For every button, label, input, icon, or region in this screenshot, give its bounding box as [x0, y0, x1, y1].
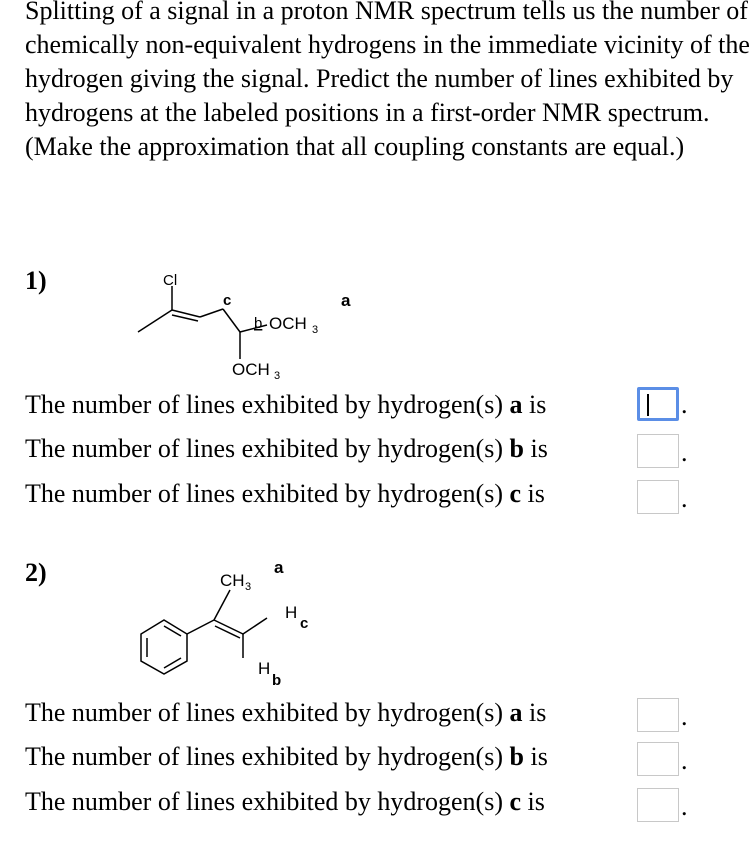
label-hc-sub: c	[300, 615, 309, 632]
label-och3-top: OCH	[269, 314, 307, 333]
label-ch3: CH	[220, 571, 245, 590]
p1-period-c: .	[681, 484, 688, 513]
bond-chain-2	[223, 309, 240, 332]
structure-1	[130, 262, 360, 387]
label-c: c	[223, 292, 232, 309]
label-hb: H	[258, 659, 271, 678]
p1-question-b: The number of lines exhibited by hydrogen(s) b is	[25, 434, 548, 463]
bond-ring-c1	[187, 620, 214, 634]
label-hc: H	[285, 603, 298, 622]
bond-methyl-left	[138, 310, 172, 332]
bond-c1-ch3	[214, 590, 230, 620]
problem-2-number: 2)	[25, 558, 47, 587]
bond-c1-c2-double	[215, 626, 240, 638]
p2-answer-c-input[interactable]	[637, 788, 679, 822]
bond-chain-1	[200, 309, 223, 317]
label-a: a	[341, 291, 351, 310]
p2-question-c: The number of lines exhibited by hydrogen(s) c is	[25, 787, 545, 816]
p2-question-a: The number of lines exhibited by hydrogen(s) a is	[25, 698, 547, 727]
benzene-ring	[141, 620, 187, 674]
p2-question-b: The number of lines exhibited by hydrogen(s) b is	[25, 742, 548, 771]
p1-answer-a-input[interactable]	[637, 387, 679, 421]
p1-answer-c-input[interactable]	[637, 480, 679, 514]
label-ch3-sub: 3	[245, 581, 252, 593]
label-b: b	[254, 315, 263, 332]
p1-question-a: The number of lines exhibited by hydrogen(s) a is	[25, 390, 547, 419]
problem-1-number: 1)	[25, 266, 47, 295]
p2-answer-a-input[interactable]	[637, 698, 679, 732]
p1-period-b: .	[681, 438, 688, 467]
label-och3-bottom: OCH	[232, 360, 270, 379]
label-hb-sub: b	[272, 672, 282, 689]
p1-period-a: .	[681, 390, 688, 419]
ring-inner-2	[164, 626, 181, 636]
p1-question-c: The number of lines exhibited by hydrogen(s) c is	[25, 479, 545, 508]
p2-period-c: .	[681, 792, 688, 821]
label-cl: Cl	[163, 272, 178, 289]
label-a2: a	[274, 558, 284, 577]
p2-period-a: .	[681, 702, 688, 731]
bond-c2-hc	[243, 618, 267, 634]
label-och3-top-sub: 3	[312, 324, 319, 336]
label-och3-bottom-sub: 3	[274, 370, 281, 382]
text-cursor	[647, 394, 649, 416]
p2-period-b: .	[681, 746, 688, 775]
structure-2	[130, 558, 360, 693]
p2-answer-b-input[interactable]	[637, 742, 679, 776]
intro-text: Splitting of a signal in a proton NMR spectrum tells us the number of chemically non-equivalent hydrogens in the immediate vicinity of the hydrogen giving the signal. Predict the number of lines exhibited by hydrogens at the labeled positions in a first-order NMR spectrum. (Make the approximation that all coupling constants are equal.)	[25, 0, 750, 161]
p1-answer-b-input[interactable]	[637, 434, 679, 468]
